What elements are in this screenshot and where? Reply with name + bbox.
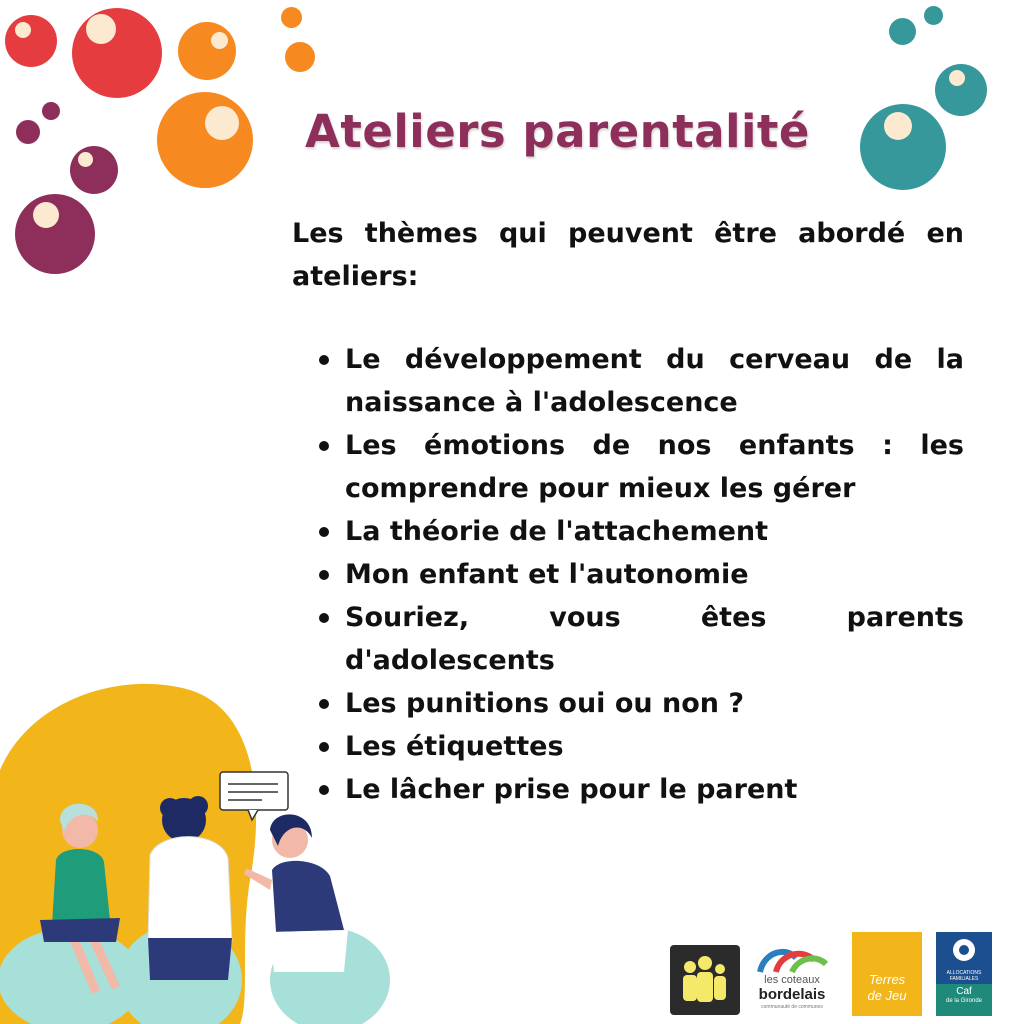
bubble-teal-large bbox=[860, 104, 946, 190]
theme-item: Souriez, vous êtes parents d'adolescents bbox=[345, 596, 964, 682]
theme-item: Les punitions oui ou non ? bbox=[345, 682, 964, 725]
bubble-teal-small-2 bbox=[924, 6, 943, 25]
terres-de-jeu-logo bbox=[852, 932, 922, 1016]
terres-line1: Terres bbox=[868, 972, 906, 987]
theme-item: Les étiquettes bbox=[345, 725, 964, 768]
bubble-red-large bbox=[72, 8, 162, 98]
bubble-orange-tiny-1 bbox=[281, 7, 302, 28]
caf-line2: FAMILIALES bbox=[949, 976, 979, 982]
coteaux-arcs-icon bbox=[752, 942, 832, 974]
intro-text: Les thèmes qui peuvent être abordé en ateliers: bbox=[292, 218, 964, 292]
terres-line2: de Jeu bbox=[867, 988, 907, 1003]
coteaux-line1: les coteaux bbox=[764, 974, 820, 986]
theme-item: La théorie de l'attachement bbox=[345, 510, 964, 553]
bubble-plum-medium bbox=[70, 146, 118, 194]
coteaux-line2: bordelais bbox=[758, 986, 826, 1003]
family-figures-icon bbox=[670, 945, 740, 1015]
bubble-teal-small-1 bbox=[889, 18, 916, 45]
page-title: Ateliers parentalité bbox=[305, 105, 810, 158]
caf-line4: de la Gironde bbox=[945, 998, 983, 1004]
bubble-plum-small bbox=[16, 120, 40, 144]
bubble-orange-tiny-2 bbox=[285, 42, 315, 72]
bubble-orange-large bbox=[157, 92, 253, 188]
caf-family-icon bbox=[936, 932, 992, 972]
bubble-plum-tiny bbox=[42, 102, 60, 120]
bubble-teal-medium bbox=[935, 64, 987, 116]
caf-line3: Caf bbox=[936, 984, 992, 1016]
theme-item: Le lâcher prise pour le parent bbox=[345, 768, 964, 811]
bubble-red-small bbox=[5, 15, 57, 67]
theme-item: Les émotions de nos enfants : les comprendre pour mieux les gérer bbox=[345, 424, 964, 510]
theme-item: Le développement du cerveau de la naissance à l'adolescence bbox=[345, 338, 964, 424]
person-right bbox=[244, 814, 348, 972]
bubble-orange-medium bbox=[178, 22, 236, 80]
coteaux-line3: communauté de communes bbox=[761, 1004, 823, 1010]
people-conversation-illustration bbox=[0, 680, 400, 1024]
caf-gironde-logo bbox=[936, 932, 992, 1014]
coteaux-bordelais-logo bbox=[752, 942, 832, 1016]
bubble-plum-large bbox=[15, 194, 95, 274]
caf-line1: ALLOCATIONS bbox=[946, 970, 982, 976]
themes-list bbox=[345, 338, 964, 811]
theme-item: Mon enfant et l'autonomie bbox=[345, 553, 964, 596]
family-puzzle-logo bbox=[670, 945, 740, 1015]
